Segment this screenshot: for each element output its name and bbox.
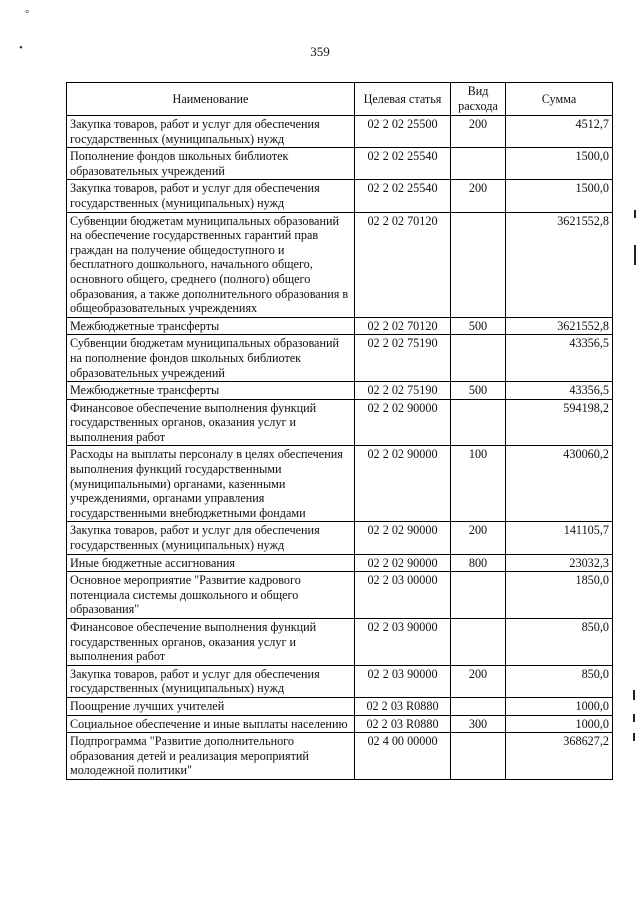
cell-expense-type — [451, 733, 506, 780]
table-row — [67, 665, 613, 697]
cell-name: Закупка товаров, работ и услуг для обеспечения государственных (муниципальных) нужд — [67, 116, 355, 148]
cell-name: Финансовое обеспечение выполнения функций государственных органов, оказания услуг и выполнения работ — [67, 619, 355, 666]
table-body — [67, 116, 613, 780]
cell-target-article: 02 2 02 75190 — [355, 335, 451, 382]
cell-target-article: 02 2 03 90000 — [355, 619, 451, 666]
cell-expense-type: 500 — [451, 317, 506, 335]
cell-target-article: 02 2 03 R0880 — [355, 715, 451, 733]
cell-expense-type: 300 — [451, 715, 506, 733]
table-row — [67, 335, 613, 382]
cell-sum: 1500,0 — [506, 180, 613, 212]
cell-target-article: 02 2 02 90000 — [355, 446, 451, 522]
cell-sum: 1850,0 — [506, 572, 613, 619]
header-name: Наименование — [67, 83, 355, 116]
cell-sum: 43356,5 — [506, 335, 613, 382]
cell-target-article: 02 2 02 90000 — [355, 399, 451, 446]
cell-target-article: 02 2 02 25540 — [355, 180, 451, 212]
scan-speck: ° — [25, 8, 30, 20]
cell-sum: 3621552,8 — [506, 212, 613, 317]
header-sum: Сумма — [506, 83, 613, 116]
cell-sum: 4512,7 — [506, 116, 613, 148]
cell-expense-type — [451, 335, 506, 382]
scan-edge-mark — [633, 733, 635, 741]
header-target-article: Целевая статья — [355, 83, 451, 116]
table-row — [67, 116, 613, 148]
cell-expense-type: 800 — [451, 554, 506, 572]
cell-expense-type: 200 — [451, 180, 506, 212]
cell-name: Поощрение лучших учителей — [67, 697, 355, 715]
cell-expense-type: 200 — [451, 522, 506, 554]
table-row — [67, 148, 613, 180]
cell-expense-type — [451, 212, 506, 317]
cell-sum: 594198,2 — [506, 399, 613, 446]
page-number: 359 — [310, 44, 330, 59]
table-row — [67, 619, 613, 666]
cell-expense-type — [451, 697, 506, 715]
cell-name: Расходы на выплаты персоналу в целях обеспечения выполнения функций государственными (муниципальными) органами, казенными учреждениями, органами управления государственными внебюджетными фондами — [67, 446, 355, 522]
cell-name: Иные бюджетные ассигнования — [67, 554, 355, 572]
budget-table — [66, 82, 613, 780]
cell-sum: 3621552,8 — [506, 317, 613, 335]
table-row — [67, 733, 613, 780]
cell-name: Субвенции бюджетам муниципальных образований на пополнение фондов школьных библиотек образовательных учреждений — [67, 335, 355, 382]
cell-sum: 1500,0 — [506, 148, 613, 180]
cell-sum: 850,0 — [506, 665, 613, 697]
cell-sum: 23032,3 — [506, 554, 613, 572]
cell-expense-type: 100 — [451, 446, 506, 522]
cell-expense-type — [451, 399, 506, 446]
cell-target-article: 02 2 02 25540 — [355, 148, 451, 180]
table-row — [67, 212, 613, 317]
cell-sum: 1000,0 — [506, 715, 613, 733]
cell-name: Субвенции бюджетам муниципальных образований на обеспечение государственных гарантий прав граждан на получение общедоступного и бесплатного дошкольного, начального общего, основного общего, среднего (полного) общего образования, а также дополнительного образования в общеобразовательных учреждениях — [67, 212, 355, 317]
header-expense-type: Вид расхода — [451, 83, 506, 116]
table-row — [67, 572, 613, 619]
cell-name: Закупка товаров, работ и услуг для обеспечения государственных (муниципальных) нужд — [67, 180, 355, 212]
cell-name: Пополнение фондов школьных библиотек образовательных учреждений — [67, 148, 355, 180]
table-row — [67, 697, 613, 715]
cell-target-article: 02 2 02 90000 — [355, 554, 451, 572]
cell-expense-type — [451, 572, 506, 619]
scan-edge-mark — [634, 210, 636, 218]
table-row — [67, 382, 613, 400]
cell-target-article: 02 2 02 70120 — [355, 212, 451, 317]
cell-target-article: 02 2 02 70120 — [355, 317, 451, 335]
scan-edge-mark — [634, 245, 636, 265]
cell-expense-type — [451, 148, 506, 180]
cell-name: Основное мероприятие "Развитие кадрового потенциала системы дошкольного и общего образования" — [67, 572, 355, 619]
cell-target-article: 02 2 02 75190 — [355, 382, 451, 400]
scan-edge-mark — [633, 714, 635, 722]
cell-expense-type: 500 — [451, 382, 506, 400]
cell-target-article: 02 2 03 00000 — [355, 572, 451, 619]
cell-name: Межбюджетные трансферты — [67, 317, 355, 335]
cell-name: Подпрограмма "Развитие дополнительного образования детей и реализация мероприятий молодежной политики" — [67, 733, 355, 780]
cell-expense-type: 200 — [451, 665, 506, 697]
cell-name: Закупка товаров, работ и услуг для обеспечения государственных (муниципальных) нужд — [67, 665, 355, 697]
table-row — [67, 522, 613, 554]
cell-target-article: 02 4 00 00000 — [355, 733, 451, 780]
table-row — [67, 715, 613, 733]
table-row — [67, 554, 613, 572]
cell-sum: 430060,2 — [506, 446, 613, 522]
cell-target-article: 02 2 02 25500 — [355, 116, 451, 148]
table-row — [67, 446, 613, 522]
cell-sum: 1000,0 — [506, 697, 613, 715]
cell-sum: 43356,5 — [506, 382, 613, 400]
cell-name: Финансовое обеспечение выполнения функций государственных органов, оказания услуг и выполнения работ — [67, 399, 355, 446]
cell-sum: 141105,7 — [506, 522, 613, 554]
table-header-row — [67, 83, 613, 116]
cell-target-article: 02 2 03 R0880 — [355, 697, 451, 715]
cell-target-article: 02 2 03 90000 — [355, 665, 451, 697]
table-row — [67, 180, 613, 212]
cell-name: Межбюджетные трансферты — [67, 382, 355, 400]
scan-speck: • — [19, 42, 23, 54]
cell-expense-type — [451, 619, 506, 666]
cell-target-article: 02 2 02 90000 — [355, 522, 451, 554]
table-row — [67, 317, 613, 335]
cell-name: Социальное обеспечение и иные выплаты населению — [67, 715, 355, 733]
scan-edge-mark — [633, 690, 635, 700]
cell-sum: 850,0 — [506, 619, 613, 666]
cell-expense-type: 200 — [451, 116, 506, 148]
cell-sum: 368627,2 — [506, 733, 613, 780]
table-row — [67, 399, 613, 446]
cell-name: Закупка товаров, работ и услуг для обеспечения государственных (муниципальных) нужд — [67, 522, 355, 554]
